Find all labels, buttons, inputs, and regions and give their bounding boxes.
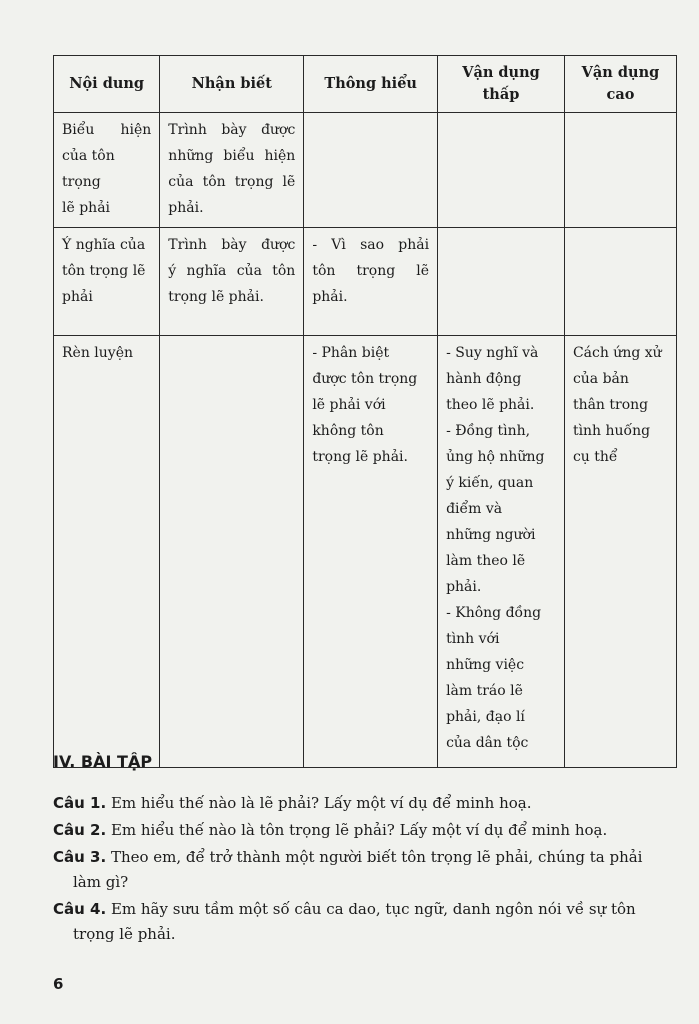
cell-text-line: phải (62, 289, 93, 305)
cell-text-line: của tôn trọng lẽ (168, 174, 296, 190)
cell-text-line: phải. (168, 200, 204, 216)
question-text-continued: trọng lẽ phải. (73, 925, 176, 943)
cell-text-line: hành động (446, 371, 522, 387)
page-number: 6 (53, 975, 64, 993)
header-noi-dung: Nội dung (54, 56, 160, 113)
table-cell (564, 228, 676, 336)
cell-text-line: ủng hộ những (446, 449, 545, 465)
cell-text-line: phải. (312, 289, 348, 305)
exercise-question (53, 818, 683, 843)
table-cell (438, 336, 565, 768)
section-title: IV. BÀI TẬP (53, 752, 153, 771)
cell-text-line: - Vì sao phải (312, 237, 430, 253)
cell-text-line: Biểu hiện (62, 122, 152, 138)
table-row (54, 228, 677, 336)
cell-text-line: lẽ phải (62, 200, 111, 216)
header-nhan-biet: Nhận biết (160, 56, 304, 113)
table-cell (160, 336, 304, 768)
question-text: Em hãy sưu tầm một số câu ca dao, tục ngữ, danh ngôn nói về sự tôn (110, 900, 636, 918)
table-row (54, 336, 677, 768)
question-text: Em hiểu thế nào là tôn trọng lẽ phải? Lấy một ví dụ để minh hoạ. (110, 821, 608, 839)
cell-text-line: những việc (446, 657, 525, 673)
table-cell (564, 113, 676, 228)
exercise-question (53, 791, 683, 816)
cell-text-line: những biểu hiện (168, 148, 296, 164)
cell-text-line: lẽ phải với (312, 397, 386, 413)
question-text-continued: làm gì? (73, 873, 129, 891)
table-cell (160, 228, 304, 336)
cell-text-line: của bản (572, 371, 629, 387)
cell-text-line: ý nghĩa của tôn (168, 263, 296, 279)
cell-text-line: - Phân biệt (312, 345, 390, 361)
cell-text-line: - Không đồng (446, 605, 542, 621)
cell-text-line: được tôn trọng (312, 371, 418, 387)
cell-text-line: thân trong (572, 397, 649, 413)
cell-text-line: tôn trọng lẽ (62, 263, 146, 279)
cell-text-line: phải. (446, 579, 482, 595)
cell-text-line: trọng lẽ phải. (312, 449, 408, 465)
table-header-row (54, 56, 677, 113)
cell-text-line: những người (446, 527, 536, 543)
question-label: Câu 1. (53, 794, 107, 812)
content-matrix-table (53, 55, 677, 768)
cell-text-line: cụ thể (572, 449, 618, 465)
header-van-dung-thap: Vận dụng thấp (438, 56, 565, 113)
cell-text-line: Trình bày được (168, 237, 296, 253)
cell-text-line: tình với (446, 631, 500, 647)
table-row (54, 113, 677, 228)
cell-text-line: Cách ứng xử (572, 345, 662, 361)
cell-text-line: Trình bày được (168, 122, 296, 138)
cell-text-line: trọng lẽ phải. (168, 289, 264, 305)
exercise-question (53, 845, 683, 895)
question-label: Câu 2. (53, 821, 107, 839)
cell-text-line: - Suy nghĩ và (446, 345, 539, 361)
table-cell (54, 336, 160, 768)
cell-text-line: Rèn luyện (62, 345, 133, 361)
cell-text-line: không tôn (312, 423, 384, 439)
cell-text-line: tình huống (572, 423, 651, 439)
table-cell (564, 336, 676, 768)
cell-text-line: theo lẽ phải. (446, 397, 535, 413)
header-van-dung-cao: Vận dụng cao (564, 56, 676, 113)
table-cell (54, 228, 160, 336)
cell-text-line: của dân tộc (446, 735, 529, 751)
cell-text-line: làm tráo lẽ (446, 683, 523, 699)
cell-text-line: - Đồng tình, (446, 423, 531, 439)
cell-text-line: điểm và (446, 501, 503, 517)
cell-text-line: phải, đạo lí (446, 709, 525, 725)
table-cell (438, 228, 565, 336)
header-thong-hieu: Thông hiểu (304, 56, 438, 113)
cell-text-line: ý kiến, quan (446, 475, 534, 491)
table-cell (304, 228, 438, 336)
cell-text-line: tôn trọng lẽ (312, 263, 430, 279)
cell-text-line: của tôn trọng (62, 148, 115, 190)
table-cell (54, 113, 160, 228)
cell-text-line: làm theo lẽ (446, 553, 526, 569)
table-cell (304, 113, 438, 228)
table-cell (304, 336, 438, 768)
question-text: Theo em, để trở thành một người biết tôn trọng lẽ phải, chúng ta phải (110, 848, 643, 866)
question-text: Em hiểu thế nào là lẽ phải? Lấy một ví dụ để minh hoạ. (110, 794, 532, 812)
question-label: Câu 3. (53, 848, 107, 866)
table-cell (160, 113, 304, 228)
exercise-question (53, 897, 683, 947)
table-cell (438, 113, 565, 228)
question-label: Câu 4. (53, 900, 107, 918)
cell-text-line: Ý nghĩa của (62, 237, 146, 253)
